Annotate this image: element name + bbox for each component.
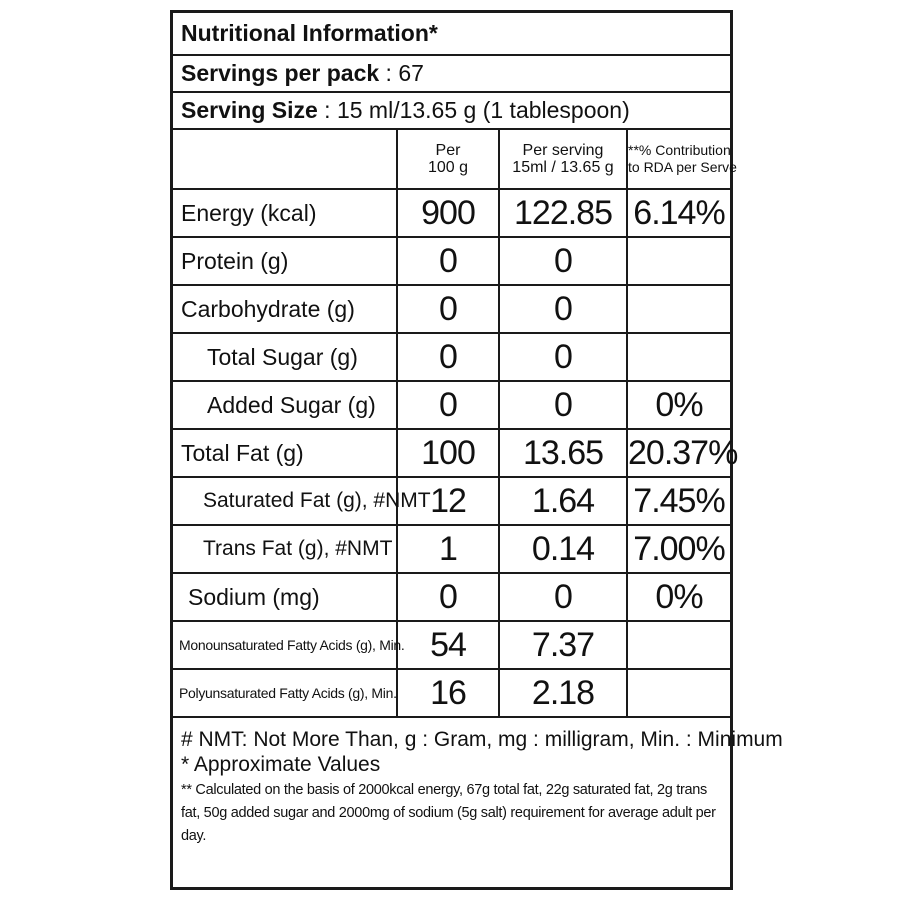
serving-size-value: 15 ml/13.65 g (1 tablespoon) <box>336 97 630 123</box>
nutrient-name: Saturated Fat (g), #NMT <box>173 477 397 525</box>
per-serving-value: 0 <box>499 333 627 381</box>
header-per-100g: Per 100 g <box>397 130 499 189</box>
nutrient-name: Carbohydrate (g) <box>173 285 397 333</box>
table-header-row <box>173 130 730 189</box>
table-row <box>173 237 730 285</box>
nutrient-name: Energy (kcal) <box>173 189 397 237</box>
rda-value <box>627 621 730 669</box>
footnotes <box>173 718 783 848</box>
per-serving-value: 0 <box>499 573 627 621</box>
nutrient-name: Protein (g) <box>173 237 397 285</box>
nutrient-name: Monounsaturated Fatty Acids (g), Min. <box>173 621 397 669</box>
per-100g-value: 0 <box>397 573 499 621</box>
header-per-serving: Per serving 15ml / 13.65 g <box>499 130 627 189</box>
per-serving-value: 1.64 <box>499 477 627 525</box>
nutrient-name: Total Sugar (g) <box>173 333 397 381</box>
table-row <box>173 333 730 381</box>
per-serving-value: 13.65 <box>499 429 627 477</box>
per-100g-value: 16 <box>397 669 499 717</box>
servings-value: 67 <box>398 60 424 86</box>
footnote-rda-basis: ** Calculated on the basis of 2000kcal energy, 67g total fat, 22g saturated fat, 2g trans fat, 50g added sugar and 2000mg of sodium (5g salt) requirement for average adult per day. <box>181 782 716 844</box>
per-serving-value: 0 <box>499 285 627 333</box>
servings-per-pack: Servings per pack : 67 <box>173 56 730 93</box>
nutrient-name: Added Sugar (g) <box>173 381 397 429</box>
nutrient-name: Polyunsaturated Fatty Acids (g), Min. <box>173 669 397 717</box>
rda-value: 20.37% <box>627 429 730 477</box>
rda-value: 7.00% <box>627 525 730 573</box>
nutrient-name: Trans Fat (g), #NMT <box>173 525 397 573</box>
table-row <box>173 525 730 573</box>
rda-value: 6.14% <box>627 189 730 237</box>
per-100g-value: 1 <box>397 525 499 573</box>
rda-value: 0% <box>627 381 730 429</box>
table-row <box>173 573 730 621</box>
footnote-abbreviations: # NMT: Not More Than, g : Gram, mg : milligram, Min. : Minimum <box>181 728 783 751</box>
serving-size-label: Serving Size <box>181 97 318 123</box>
per-serving-value: 7.37 <box>499 621 627 669</box>
nutrient-name: Sodium (mg) <box>173 573 397 621</box>
rda-value <box>627 285 730 333</box>
per-serving-value: 122.85 <box>499 189 627 237</box>
per-100g-value: 12 <box>397 477 499 525</box>
rda-value <box>627 333 730 381</box>
table-row <box>173 285 730 333</box>
per-serving-value: 0 <box>499 381 627 429</box>
table-row <box>173 621 730 669</box>
table-row <box>173 381 730 429</box>
per-serving-value: 2.18 <box>499 669 627 717</box>
table-row <box>173 669 730 717</box>
label-title: Nutritional Information* <box>173 13 730 56</box>
table-row <box>173 429 730 477</box>
per-100g-value: 0 <box>397 285 499 333</box>
table-row <box>173 189 730 237</box>
per-100g-value: 0 <box>397 333 499 381</box>
header-empty-cell <box>173 130 397 189</box>
per-100g-value: 54 <box>397 621 499 669</box>
rda-value: 7.45% <box>627 477 730 525</box>
rda-value <box>627 669 730 717</box>
footnote-approx: * Approximate Values <box>181 753 381 776</box>
rda-value <box>627 237 730 285</box>
nutrient-name: Total Fat (g) <box>173 429 397 477</box>
per-100g-value: 100 <box>397 429 499 477</box>
per-100g-value: 900 <box>397 189 499 237</box>
per-serving-value: 0.14 <box>499 525 627 573</box>
nutrition-table <box>173 130 738 718</box>
rda-value: 0% <box>627 573 730 621</box>
per-100g-value: 0 <box>397 381 499 429</box>
servings-label: Servings per pack <box>181 60 380 86</box>
per-100g-value: 0 <box>397 237 499 285</box>
table-row <box>173 477 730 525</box>
serving-size: Serving Size : 15 ml/13.65 g (1 tablespoon) <box>173 93 730 130</box>
nutrition-label <box>170 10 783 890</box>
per-serving-value: 0 <box>499 237 627 285</box>
header-rda: **% Contribution to RDA per Serve <box>627 130 730 189</box>
